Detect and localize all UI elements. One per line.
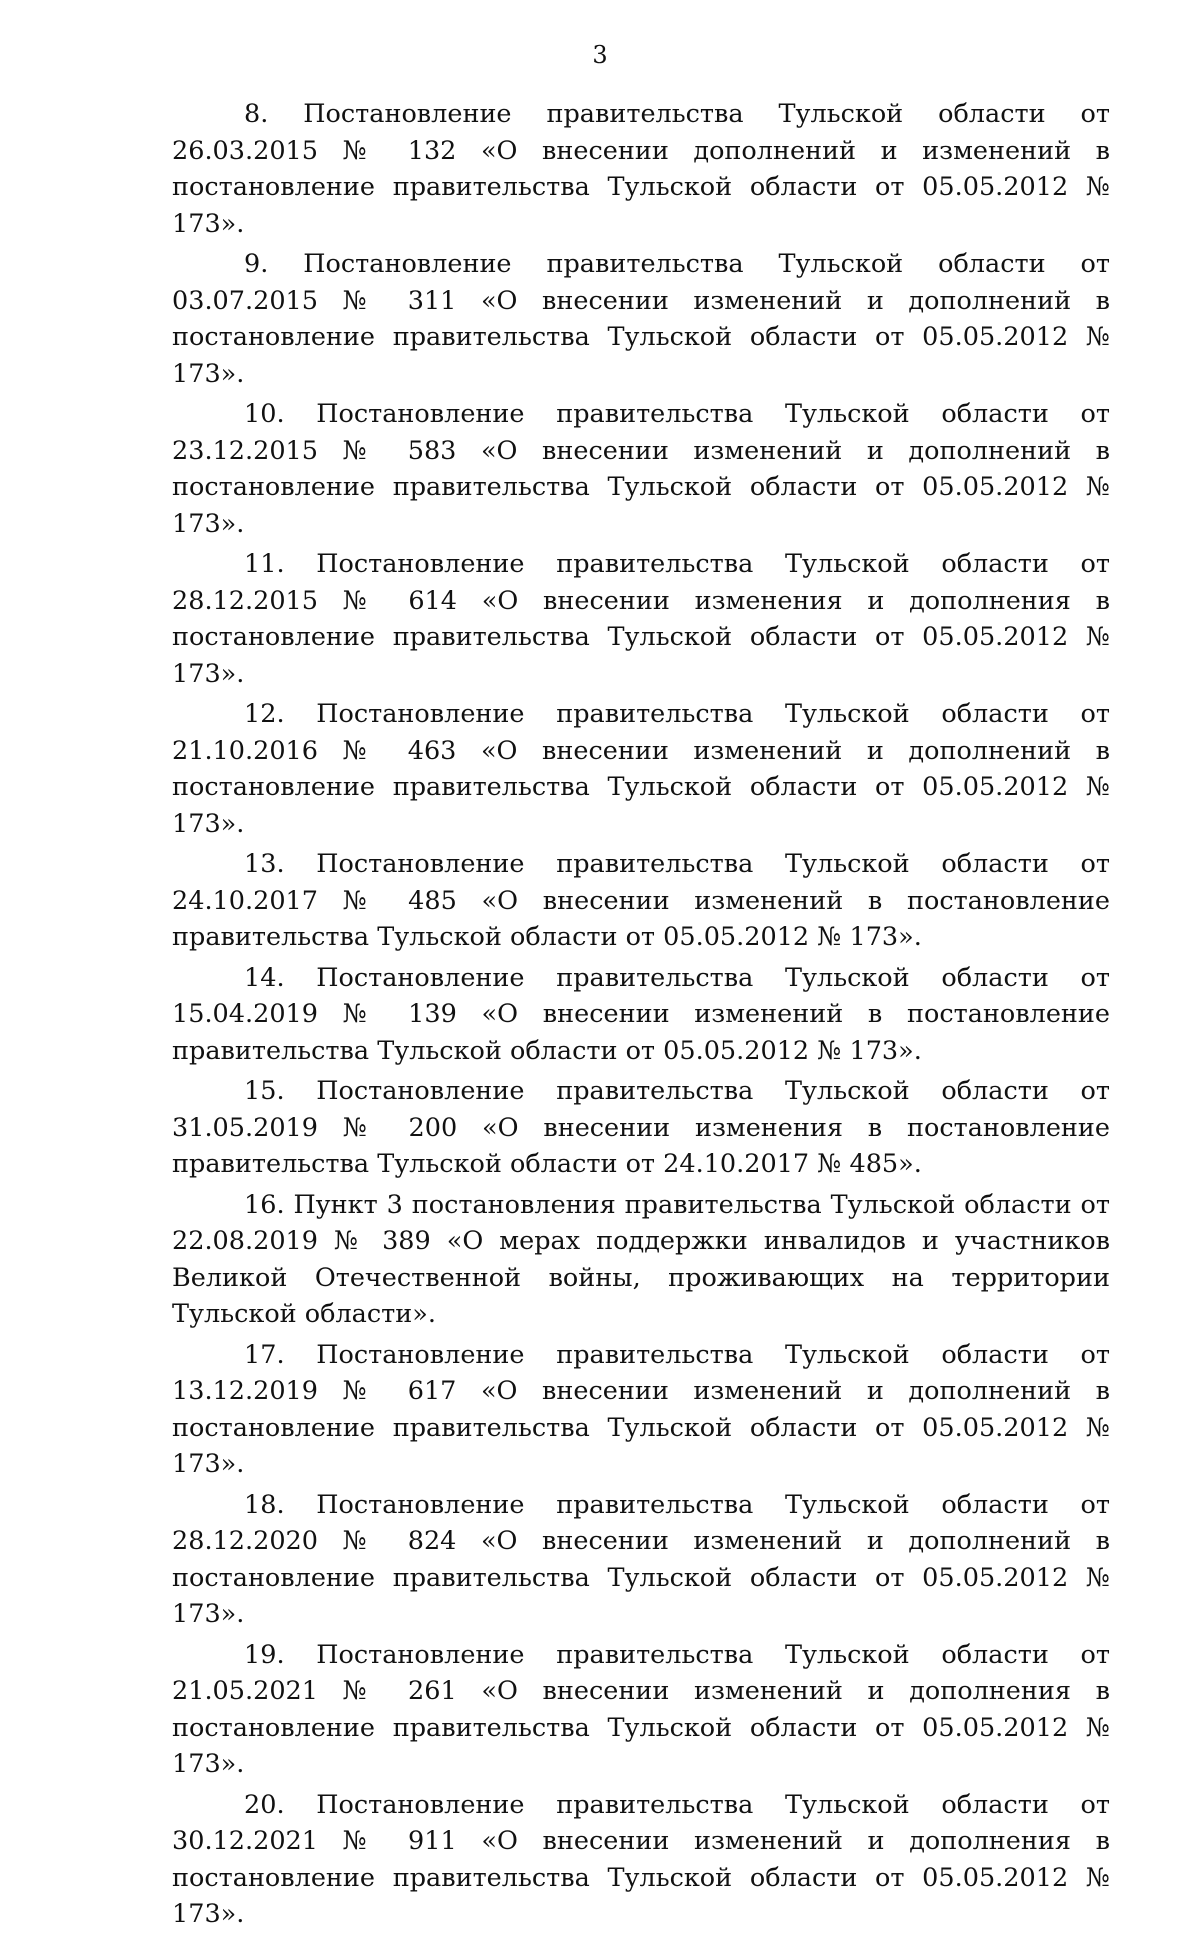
list-item: 19. Постановление правительства Тульской области от 21.05.2021 № 261 «О внесении изменений и дополнения в постановление правительства Тульской области от 05.05.2012 № 173». (172, 1639, 1110, 1779)
list-item: 11. Постановление правительства Тульской области от 28.12.2015 № 614 «О внесении изменения и дополнения в постановление правительства Тульской области от 05.05.2012 № 173». (172, 549, 1110, 689)
list-item: 8. Постановление правительства Тульской области от 26.03.2015 № 132 «О внесении дополнений и изменений в постановление правительства Тульской области от 05.05.2012 № 173». (172, 99, 1110, 239)
document-body (172, 96, 1110, 1937)
list-item: 13. Постановление правительства Тульской области от 24.10.2017 № 485 «О внесении изменений в постановление правительства Тульской области от 05.05.2012 № 173». (172, 849, 1110, 952)
list-item: 14. Постановление правительства Тульской области от 15.04.2019 № 139 «О внесении изменений в постановление правительства Тульской области от 05.05.2012 № 173». (172, 962, 1110, 1066)
list-item: 20. Постановление правительства Тульской области от 30.12.2021 № 911 «О внесении изменений и дополнения в постановление правительства Тульской области от 05.05.2012 № 173». (172, 1789, 1110, 1929)
list-item: 16. Пункт 3 постановления правительства Тульской области от 22.08.2019 № 389 «О мерах поддержки инвалидов и участников Великой Отечественной войны, проживающих на территории Тульской области». (172, 1189, 1110, 1329)
list-item: 15. Постановление правительства Тульской области от 31.05.2019 № 200 «О внесении изменения в постановление правительства Тульской области от 24.10.2017 № 485». (172, 1076, 1110, 1179)
list-item: 9. Постановление правительства Тульской области от 03.07.2015 № 311 «О внесении изменений и дополнений в постановление правительства Тульской области от 05.05.2012 № 173». (172, 249, 1110, 389)
list-item: 18. Постановление правительства Тульской области от 28.12.2020 № 824 «О внесении изменений и дополнений в постановление правительства Тульской области от 05.05.2012 № 173». (172, 1489, 1110, 1629)
list-item: 17. Постановление правительства Тульской области от 13.12.2019 № 617 «О внесении изменений и дополнений в постановление правительства Тульской области от 05.05.2012 № 173». (172, 1339, 1110, 1479)
page-number: 3 (592, 41, 608, 69)
list-item: 10. Постановление правительства Тульской области от 23.12.2015 № 583 «О внесении изменений и дополнений в постановление правительства Тульской области от 05.05.2012 № 173». (172, 399, 1110, 539)
list-item: 12. Постановление правительства Тульской области от 21.10.2016 № 463 «О внесении изменений и дополнений в постановление правительства Тульской области от 05.05.2012 № 173». (172, 699, 1110, 839)
